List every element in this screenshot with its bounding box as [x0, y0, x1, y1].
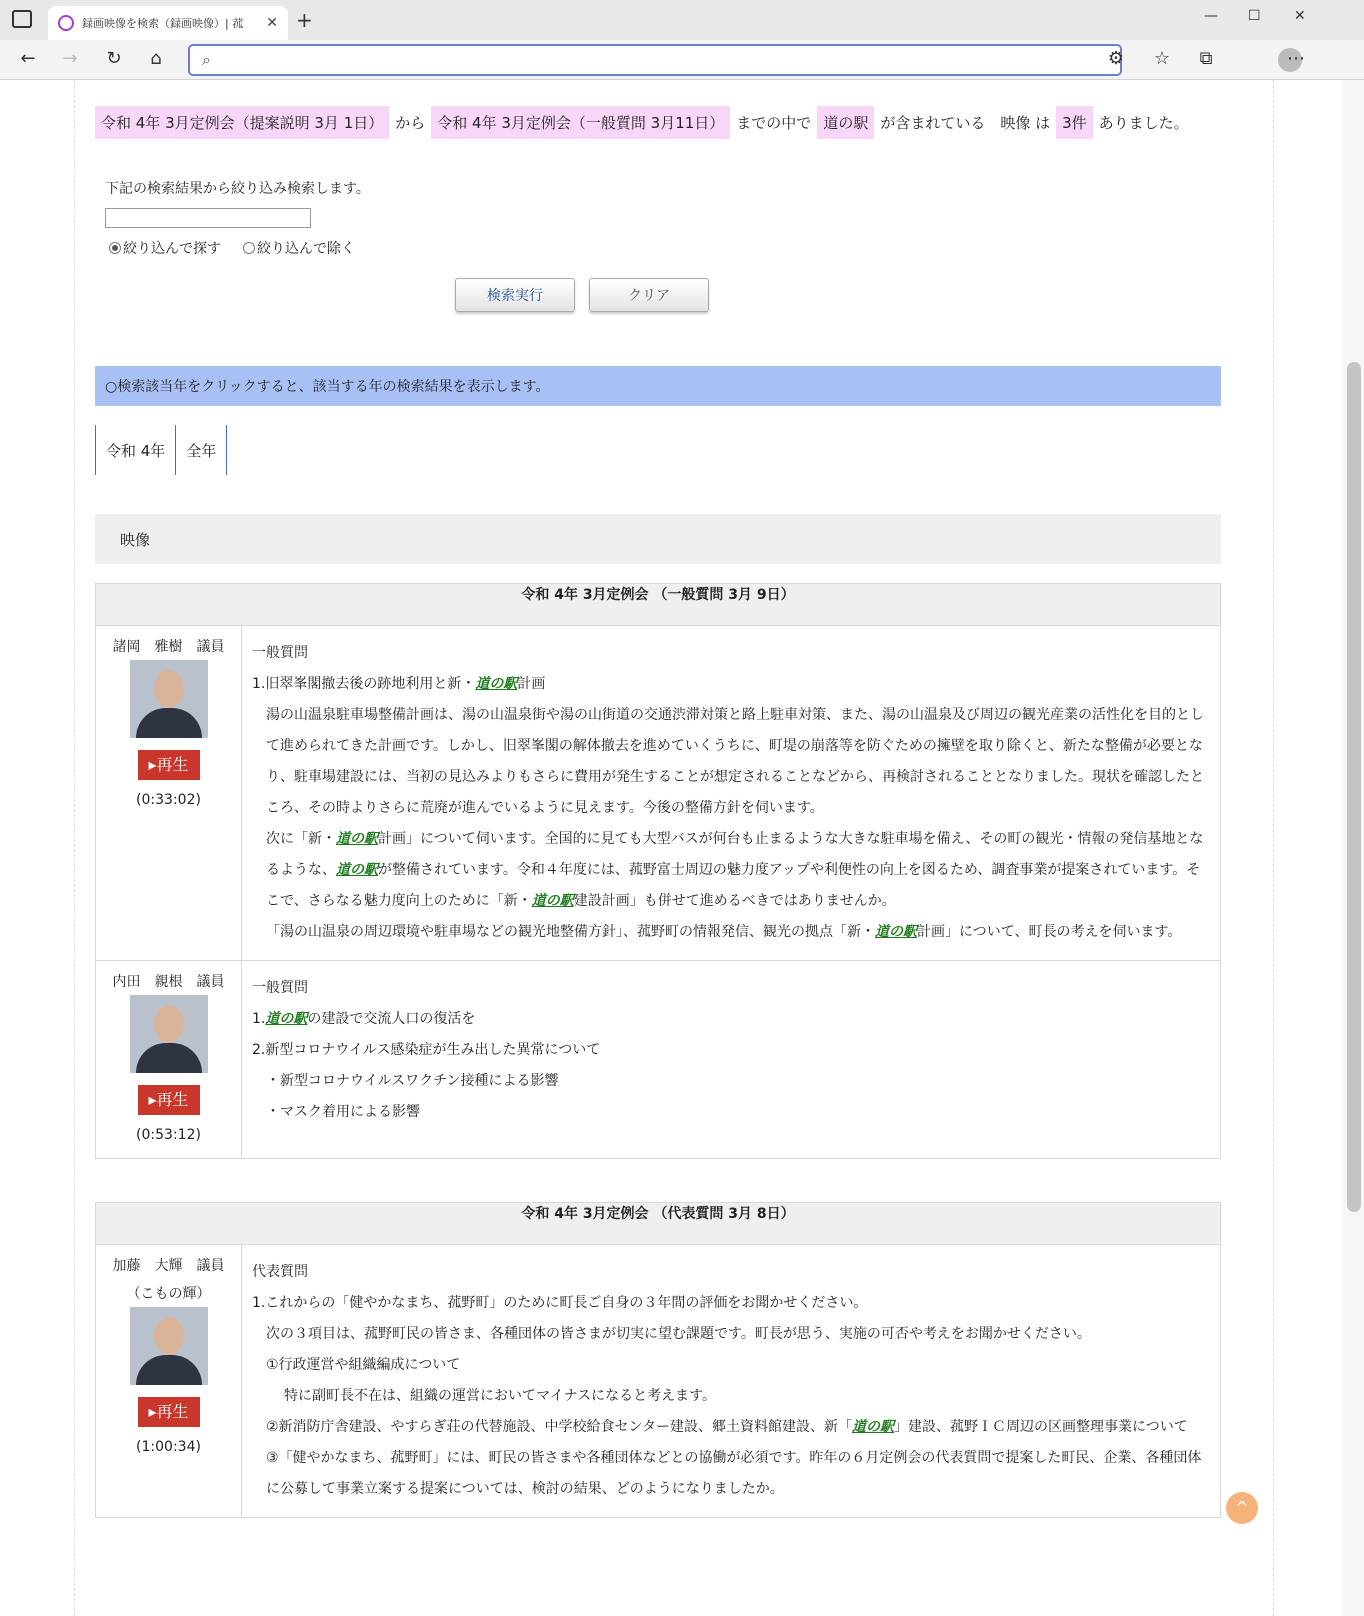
keyword-link[interactable]: 道の駅: [336, 831, 378, 847]
keyword-link[interactable]: 道の駅: [475, 676, 518, 692]
meeting-title: 令和 4年 3月定例会 （一般質問 3月 9日）: [96, 584, 1221, 626]
radio-include[interactable]: [109, 238, 221, 258]
play-label: 再生: [156, 1402, 189, 1421]
question-line: 1.旧翠峯閣撤去後の跡地利用と新・道の駅計画: [252, 676, 546, 692]
address-bar[interactable]: [188, 44, 1122, 76]
year-notice: ○検索該当年をクリックすると、該当する年の検索結果を表示します。: [95, 366, 1221, 406]
question-line: 1.道の駅の建設で交流人口の復活を: [252, 1011, 476, 1027]
question-line: 特に副町長不在は、組織の運営においてマイナスになると考えます。: [284, 1388, 717, 1404]
favorites-icon[interactable]: ☆: [1153, 48, 1171, 69]
range-to: 令和 4年 3月定例会（一般質問 3月11日）: [431, 106, 730, 139]
section-title: 映像: [95, 514, 1221, 564]
keyword-link[interactable]: 道の駅: [852, 1419, 894, 1435]
maximize-icon[interactable]: ☐: [1248, 8, 1261, 24]
year-tab-r4[interactable]: 令和 4年: [95, 425, 175, 475]
question-paragraph: 「湯の山温泉の周辺環境や駐車場などの観光地整備方針」、菰野町の情報発信、観光の拠点「新・道の駅計画」について、町長の考えを伺います。: [266, 924, 1182, 940]
question-type: 一般質問: [252, 980, 308, 996]
duration: (0:33:02): [136, 792, 201, 808]
year-tabs: [95, 425, 227, 475]
table-row: [96, 1245, 1221, 1518]
question-paragraph: 湯の山温泉駐車場整備計画は、湯の山温泉街や湯の山街道の交通渋滞対策と路上駐車対策、また、湯の山温泉及び周辺の観光産業の活性化を目的として進められてきた計画です。しかし、旧翠峯閣の解体撤去を進めていくうちに、町堤の崩落等を防ぐための擁壁を取り除くと、新たな整備が必要となり、駐車場建設には、当初の見込みよりもさらに費用が発生することが想定されることなどから、再検討されることとなりました。現状を確認したところ、その時よりさらに荒廃が進んでいるように見えます。今後の整備方針を伺います。: [266, 707, 1204, 816]
summary-end: ありました。: [1098, 114, 1189, 132]
minimize-icon[interactable]: —: [1204, 8, 1218, 24]
home-icon[interactable]: ⌂: [150, 48, 162, 69]
search-keyword: 道の駅: [817, 106, 874, 139]
keyword-link[interactable]: 道の駅: [336, 862, 378, 878]
question-paragraph: ③「健やかなまち、菰野町」には、町民の皆さまや各種団体などとの協働が必須です。昨年の６月定例会の代表質問で提案した町民、企業、各種団体に公募して事業立案する提案については、検討の結果、どのようになりましたか。: [266, 1450, 1202, 1497]
tab-bar: [0, 0, 1364, 40]
speaker-photo: [130, 660, 208, 738]
menu-icon[interactable]: ⋯: [1287, 48, 1305, 69]
question-cell: [242, 626, 1221, 961]
year-tab-all[interactable]: 全年: [175, 425, 227, 475]
radio-include-dot[interactable]: [109, 242, 121, 254]
search-icon: ⌕: [202, 50, 211, 69]
question-cell: [242, 1245, 1221, 1518]
speaker-name: 加藤 大輝 議員: [112, 1258, 225, 1274]
search-exec-button[interactable]: 検索実行: [455, 278, 575, 312]
radio-exclude-dot[interactable]: [243, 242, 255, 254]
browser-chrome: [0, 0, 1364, 80]
close-window-icon[interactable]: ✕: [1294, 8, 1306, 24]
speaker-cell: [96, 626, 242, 961]
play-button[interactable]: ▸再生: [138, 750, 200, 780]
play-label: 再生: [156, 755, 189, 774]
duration: (0:53:12): [136, 1127, 201, 1143]
question-type: 代表質問: [252, 1264, 308, 1280]
range-to-suffix: までの中で: [736, 114, 812, 132]
table-row: [96, 961, 1221, 1159]
meeting-table: [95, 583, 1221, 1159]
search-summary: [95, 106, 1189, 139]
radio-exclude[interactable]: [243, 238, 355, 258]
forward-icon[interactable]: →: [62, 48, 78, 69]
speaker-cell: [96, 961, 242, 1159]
scrollbar-thumb[interactable]: [1347, 362, 1361, 1212]
meeting-table: [95, 1202, 1221, 1518]
clear-button[interactable]: クリア: [589, 278, 709, 312]
question-type: 一般質問: [252, 645, 308, 661]
back-to-top-button[interactable]: ^: [1226, 1492, 1258, 1524]
back-icon[interactable]: ←: [20, 48, 36, 69]
keyword-suffix: が含まれている 映像 は: [880, 114, 1051, 132]
speaker-photo: [130, 1307, 208, 1385]
extensions-icon[interactable]: ⚙: [1107, 48, 1125, 69]
question-paragraph: 次の３項目は、菰野町民の皆さま、各種団体の皆さまが切実に望む課題です。町長が思う、実施の可否や考えをお聞かせください。: [266, 1326, 1091, 1342]
play-button[interactable]: ▸再生: [138, 1397, 200, 1427]
question-line: ・マスク着用による影響: [266, 1104, 420, 1120]
question-line: 1.これからの「健やかなまち、菰野町」のために町長ご自身の３年間の評価をお聞かせください。: [252, 1295, 868, 1311]
refine-mode: [109, 238, 355, 258]
duration: (1:00:34): [136, 1439, 201, 1455]
question-line: 2.新型コロナウイルス感染症が生み出した異常について: [252, 1042, 601, 1058]
collections-icon[interactable]: ⧉: [1199, 48, 1213, 69]
tab-title: 録画映像を検索（録画映像）| 菰: [82, 17, 244, 30]
question-paragraph: 次に「新・道の駅計画」について伺います。全国的に見ても大型バスが何台も止まるような大きな駐車場を備え、その町の観光・情報の発信基地となるような、道の駅が整備されています。令和４年度には、菰野富士周辺の魅力度アップや利便性の向上を図るため、調査事業が提案されています。そこで、さらなる魅力度向上のために「新・道の駅建設計画」も併せて進めるべきではありませんか。: [266, 831, 1204, 909]
question-line: ・新型コロナウイルスワクチン接種による影響: [266, 1073, 559, 1089]
question-cell: [242, 961, 1221, 1159]
play-button[interactable]: ▸再生: [138, 1085, 200, 1115]
speaker-name: 諸岡 雅樹 議員: [112, 639, 225, 655]
refine-input[interactable]: [105, 208, 311, 228]
play-label: 再生: [156, 1090, 189, 1109]
speaker-photo: [130, 995, 208, 1073]
radio-include-label: 絞り込んで探す: [123, 241, 221, 257]
range-from: 令和 4年 3月定例会（提案説明 3月 1日）: [95, 106, 389, 139]
speaker-name: 内田 親根 議員: [112, 974, 225, 990]
keyword-link[interactable]: 道の駅: [531, 893, 574, 909]
speaker-alias: （こもの輝）: [126, 1286, 211, 1302]
tab-actions-icon[interactable]: [12, 10, 32, 28]
question-paragraph: ②新消防庁舎建設、やすらぎ荘の代替施設、中学校給食センター建設、郷土資料館建設、新「道の駅」建設、菰野ＩＣ周辺の区画整理事業について: [266, 1419, 1188, 1435]
keyword-link[interactable]: 道の駅: [265, 1011, 308, 1027]
keyword-link[interactable]: 道の駅: [875, 924, 917, 940]
table-row: [96, 626, 1221, 961]
meeting-title: 令和 4年 3月定例会 （代表質問 3月 8日）: [96, 1203, 1221, 1245]
speaker-cell: [96, 1245, 242, 1518]
browser-tab[interactable]: [48, 6, 288, 40]
range-from-suffix: から: [395, 114, 426, 132]
site-favicon-icon: [58, 15, 74, 31]
reload-icon[interactable]: ↻: [106, 48, 122, 69]
radio-exclude-label: 絞り込んで除く: [257, 241, 355, 257]
page-scrollbar[interactable]: [1342, 80, 1364, 1616]
close-icon[interactable]: ✕: [266, 15, 278, 31]
page-content: [74, 80, 1274, 1616]
question-line: ①行政運営や組織編成について: [266, 1357, 461, 1373]
refine-label: 下記の検索結果から絞り込み検索します。: [105, 181, 370, 197]
result-count: 3件: [1056, 106, 1093, 139]
new-tab-button[interactable]: +: [296, 8, 313, 32]
